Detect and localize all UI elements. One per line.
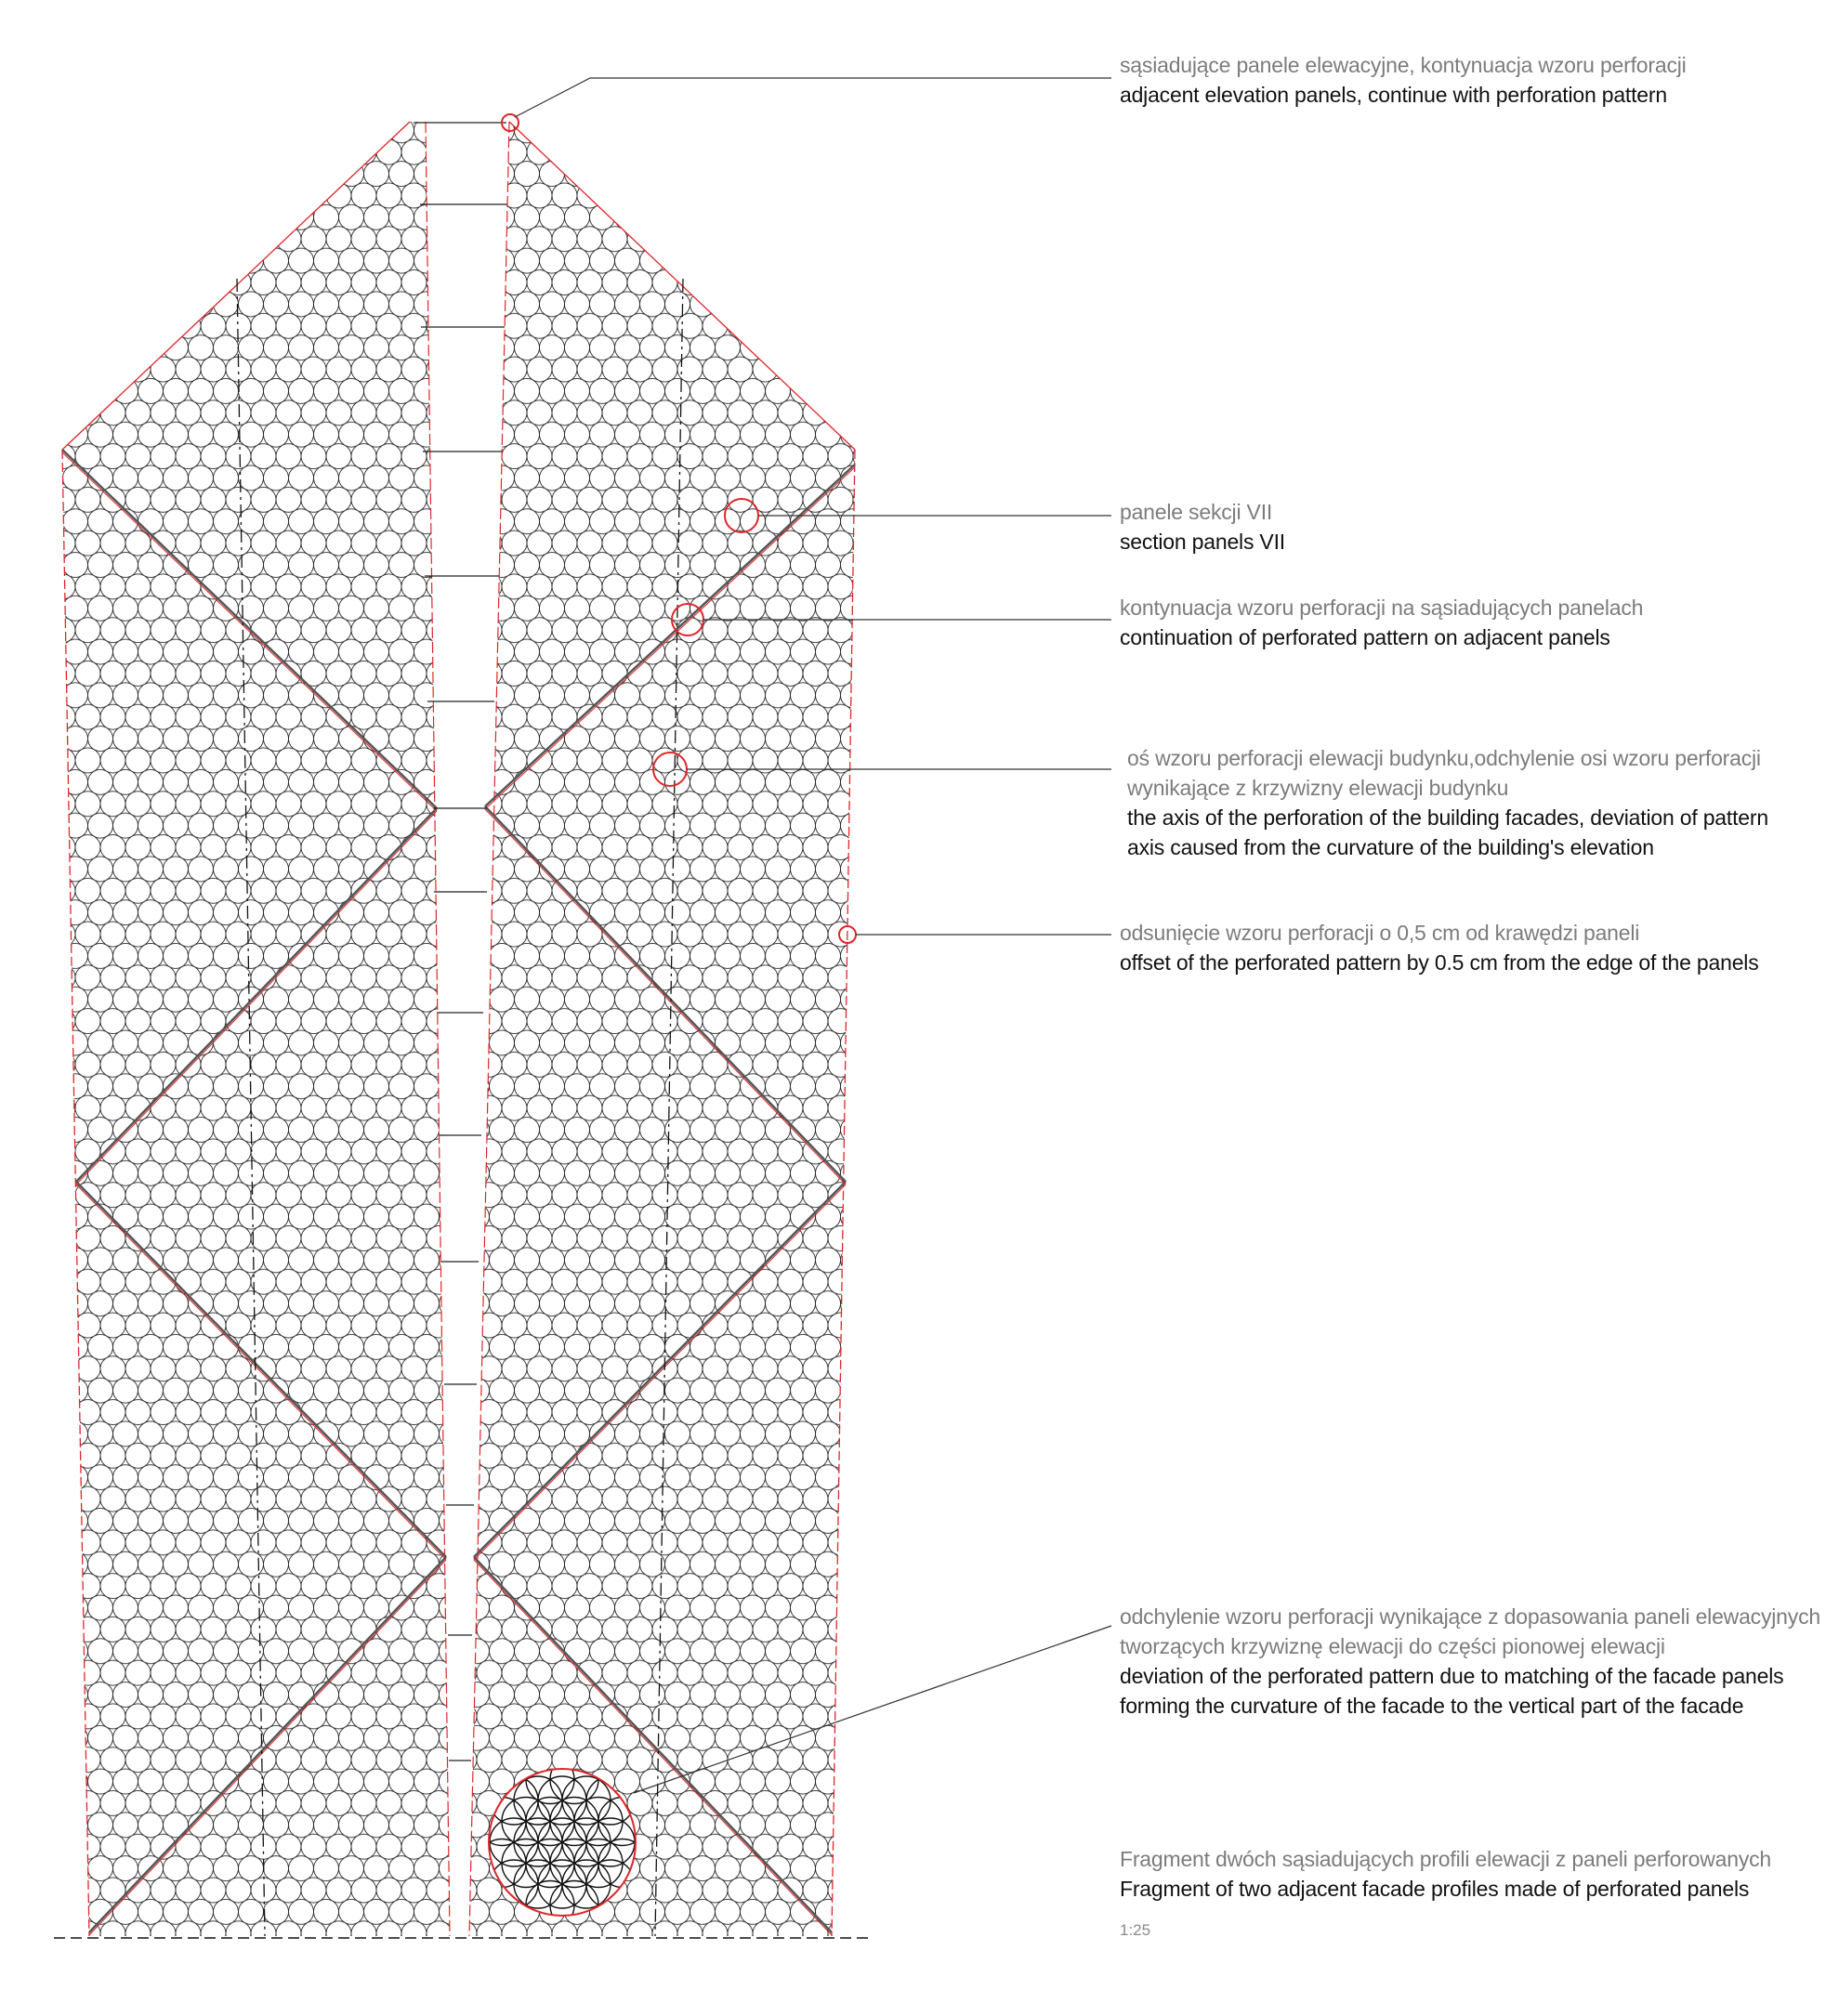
annotation-adjacent-panels — [1120, 50, 1687, 110]
annotation-deviation — [1120, 1602, 1820, 1721]
annotation-pl: wynikające z krzywizny elewacji budynku — [1127, 776, 1509, 800]
annotation-en: adjacent elevation panels, continue with perforation pattern — [1120, 83, 1667, 107]
annotation-continuation — [1120, 593, 1643, 652]
caption — [1120, 1844, 1771, 1904]
left-panel-strip — [62, 122, 450, 1936]
annotation-pl: odchylenie wzoru perforacji wynikające z dopasowania paneli elewacyjnych — [1120, 1604, 1820, 1629]
annotation-pl: oś wzoru perforacji elewacji budynku,odchylenie osi wzoru perforacji — [1127, 746, 1761, 770]
annotation-en: section panels VII — [1120, 530, 1285, 554]
annotation-pl: kontynuacja wzoru perforacji na sąsiadujących panelach — [1120, 596, 1644, 620]
annotation-en: the axis of the perforation of the building facades, deviation of pattern — [1127, 805, 1768, 830]
annotation-pl: odsunięcie wzoru perforacji o 0,5 cm od krawędzi paneli — [1120, 921, 1640, 945]
annotation-en: axis caused from the curvature of the building's elevation — [1127, 835, 1654, 859]
annotation-pl: sąsiadujące panele elewacyjne, kontynuacja wzoru perforacji — [1120, 53, 1687, 77]
annotation-en: offset of the perforated pattern by 0.5 cm from the edge of the panels — [1120, 950, 1759, 975]
annotation-en: deviation of the perforated pattern due to matching of the facade panels — [1120, 1664, 1784, 1688]
scale-label: 1:25 — [1120, 1921, 1151, 1939]
annotation-pl: tworzących krzywiznę elewacji do części pionowej elewacji — [1120, 1634, 1665, 1658]
annotation-en: continuation of perforated pattern on adjacent panels — [1120, 625, 1610, 649]
annotation-offset — [1120, 918, 1759, 977]
annotation-en: forming the curvature of the facade to the vertical part of the facade — [1120, 1694, 1744, 1718]
caption-en: Fragment of two adjacent facade profiles made of perforated panels — [1120, 1877, 1750, 1901]
annotation-axis — [1127, 743, 1768, 862]
annotation-pl: panele sekcji VII — [1120, 500, 1273, 524]
right-panel-strip — [469, 122, 855, 1936]
annotation-section-panels — [1120, 497, 1285, 556]
caption-pl: Fragment dwóch sąsiadujących profili elewacji z paneli perforowanych — [1120, 1847, 1772, 1871]
